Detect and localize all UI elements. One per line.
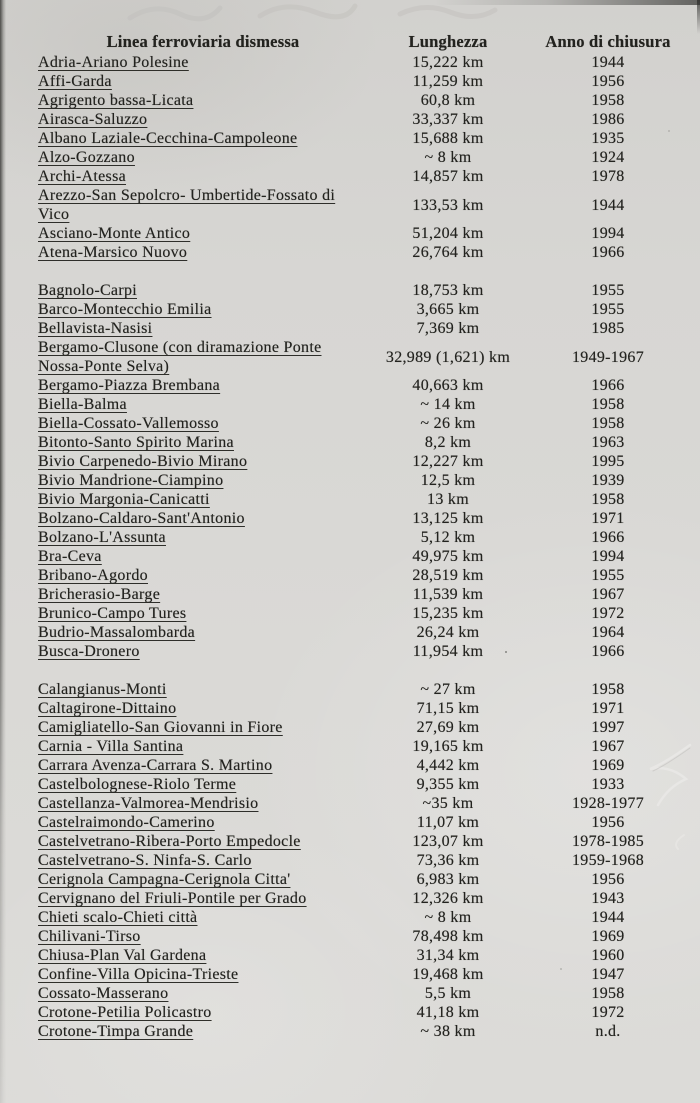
line-name: Bergamo-Piazza Brembana (38, 377, 221, 394)
line-name: Atena-Marsico Nuovo (38, 244, 188, 261)
line-name: Asciano-Monte Antico (38, 225, 191, 242)
line-year: 1964 (591, 624, 625, 641)
line-year: 1971 (591, 700, 625, 717)
line-name: Budrio-Massalombarda (38, 624, 196, 641)
line-name: Bellavista-Nasisi (38, 320, 153, 337)
table-row (38, 509, 688, 528)
line-name: Biella-Cossato-Vallemosso (38, 415, 219, 432)
line-length: ~ 8 km (424, 909, 472, 926)
table-row (38, 91, 688, 110)
line-year: 1978-1985 (571, 833, 645, 850)
table-row (38, 927, 688, 946)
line-year: 1958 (591, 681, 625, 698)
line-length: 73,36 km (416, 852, 480, 869)
line-name: Bolzano-Caldaro-Sant'Antonio (38, 510, 245, 527)
line-name: Archi-Atessa (38, 168, 127, 185)
line-name: Bergamo-Clusone (con diramazione Ponte Nossa-Ponte Selva) (38, 339, 322, 375)
line-length: 60,8 km (420, 92, 476, 109)
line-length: 33,337 km (412, 111, 484, 128)
line-year: 1947 (591, 966, 625, 983)
line-name: Biella-Balma (38, 396, 127, 413)
table-row (38, 338, 688, 376)
table-row (38, 471, 688, 490)
line-length: 6,983 km (416, 871, 480, 888)
line-year: 1949-1967 (571, 348, 645, 366)
line-name: Calangianus-Monti (38, 681, 167, 698)
line-length: 13 km (427, 491, 469, 508)
table-group (38, 680, 688, 1041)
line-length: 12,326 km (412, 890, 484, 907)
line-name: Brunico-Campo Tures (38, 605, 187, 622)
table-row (38, 224, 688, 243)
line-name: Agrigento bassa-Licata (38, 92, 194, 109)
line-year: 1944 (591, 909, 625, 926)
line-name: Bolzano-L'Assunta (38, 529, 166, 546)
table-row (38, 414, 688, 433)
table-row (38, 566, 688, 585)
line-length: 15,235 km (412, 605, 484, 622)
table-row (38, 889, 688, 908)
line-year: 1958 (591, 415, 625, 432)
line-length: 19,468 km (412, 966, 484, 983)
table-row (38, 794, 688, 813)
table-groups (38, 53, 688, 1041)
table-row (38, 300, 688, 319)
table-row (38, 148, 688, 167)
line-year: 1972 (591, 605, 625, 622)
line-name: Crotone-Timpa Grande (38, 1023, 194, 1040)
line-name: Cerignola Campagna-Cerignola Citta' (38, 871, 291, 888)
line-year: 1943 (591, 890, 625, 907)
table-row (38, 490, 688, 509)
line-name: Carnia - Villa Santina (38, 738, 184, 755)
line-name: Affi-Garda (38, 73, 112, 90)
table-row (38, 452, 688, 471)
line-year: 1955 (591, 301, 625, 318)
line-year: 1995 (591, 453, 625, 470)
line-year: 1969 (591, 928, 625, 945)
line-length: 49,975 km (412, 548, 484, 565)
table-header-row (38, 31, 688, 53)
table-row (38, 965, 688, 984)
line-name: Castelvetrano-Ribera-Porto Empedocle (38, 833, 301, 850)
line-year: 1967 (591, 586, 625, 603)
line-length: 27,69 km (416, 719, 480, 736)
line-length: 28,519 km (412, 567, 484, 584)
line-year: n.d. (595, 1023, 621, 1040)
line-length: 14,857 km (412, 168, 484, 185)
line-year: 1933 (591, 776, 625, 793)
line-year: 1924 (591, 149, 625, 166)
line-name: Castellanza-Valmorea-Mendrisio (38, 795, 259, 812)
line-name: Carrara Avenza-Carrara S. Martino (38, 757, 273, 774)
line-name: Chilivani-Tirso (38, 928, 141, 945)
line-length: 78,498 km (412, 928, 484, 945)
line-length: 11,07 km (416, 814, 480, 831)
table-row (38, 1003, 688, 1022)
table-row (38, 756, 688, 775)
line-length: ~ 38 km (420, 1023, 476, 1040)
line-year: 1969 (591, 757, 625, 774)
line-length: 12,5 km (420, 472, 476, 489)
table-row (38, 984, 688, 1003)
line-name: Bivio Mandrione-Ciampino (38, 472, 224, 489)
table-row (38, 110, 688, 129)
table-row (38, 319, 688, 338)
line-name: Alzo-Gozzano (38, 149, 135, 166)
line-length: 4,442 km (416, 757, 480, 774)
line-length: 3,665 km (416, 301, 480, 318)
line-year: 1966 (591, 643, 625, 660)
line-length: 26,764 km (412, 244, 484, 261)
table-row (38, 718, 688, 737)
table-row (38, 376, 688, 395)
line-name: Bribano-Agordo (38, 567, 148, 584)
line-length: 31,34 km (416, 947, 480, 964)
line-name: Chiusa-Plan Val Gardena (38, 947, 207, 964)
line-year: 1958 (591, 92, 625, 109)
line-name: Bivio Carpenedo-Bivio Mirano (38, 453, 248, 470)
column-header-year: Anno di chiusura (545, 32, 671, 51)
line-year: 1971 (591, 510, 625, 527)
line-year: 1944 (591, 54, 625, 71)
line-name: Castelbolognese-Riolo Terme (38, 776, 237, 793)
line-year: 1956 (591, 871, 625, 888)
line-length: 12,227 km (412, 453, 484, 470)
table-row (38, 528, 688, 547)
line-length: 19,165 km (412, 738, 484, 755)
line-length: 13,125 km (412, 510, 484, 527)
table-row (38, 813, 688, 832)
table-group (38, 53, 688, 262)
line-year: 1978 (591, 168, 625, 185)
line-length: ~ 27 km (420, 681, 476, 698)
line-name: Confine-Villa Opicina-Trieste (38, 966, 239, 983)
table-row (38, 680, 688, 699)
line-name: Castelvetrano-S. Ninfa-S. Carlo (38, 852, 252, 869)
line-name: Castelraimondo-Camerino (38, 814, 215, 831)
line-year: 1972 (591, 1004, 625, 1021)
table-row (38, 585, 688, 604)
line-year: 1939 (591, 472, 625, 489)
line-year: 1955 (591, 567, 625, 584)
table-row (38, 623, 688, 642)
table-row (38, 243, 688, 262)
table-row (38, 832, 688, 851)
line-length: 15,688 km (412, 130, 484, 147)
line-year: 1966 (591, 244, 625, 261)
line-year: 1994 (591, 225, 625, 242)
column-header-line: Linea ferroviaria dismessa (106, 32, 300, 51)
line-year: 1985 (591, 320, 625, 337)
line-length: 15,222 km (412, 54, 484, 71)
table-row (38, 395, 688, 414)
table-row (38, 737, 688, 756)
line-length: 11,954 km (412, 643, 484, 660)
line-year: 1935 (591, 130, 625, 147)
table-row (38, 186, 688, 224)
line-name: Busca-Dronero (38, 643, 140, 660)
line-length: 40,663 km (412, 377, 484, 394)
line-length: 133,53 km (412, 196, 484, 214)
table-row (38, 775, 688, 794)
line-name: Bitonto-Santo Spirito Marina (38, 434, 234, 451)
line-name: Caltagirone-Dittaino (38, 700, 177, 717)
line-year: 1956 (591, 814, 625, 831)
line-name: Bra-Ceva (38, 548, 102, 565)
table-row (38, 72, 688, 91)
line-name: Albano Laziale-Cecchina-Campoleone (38, 130, 298, 147)
line-name: Bivio Margonia-Canicatti (38, 491, 210, 508)
line-length: ~35 km (422, 795, 474, 812)
table-row (38, 167, 688, 186)
line-year: 1960 (591, 947, 625, 964)
line-year: 1966 (591, 377, 625, 394)
line-year: 1959-1968 (571, 852, 645, 869)
line-length: ~ 8 km (424, 149, 472, 166)
line-year: 1994 (591, 548, 625, 565)
line-length: 7,369 km (416, 320, 480, 337)
table-row (38, 946, 688, 965)
table-row (38, 870, 688, 889)
table-row (38, 1022, 688, 1041)
line-year: 1956 (591, 73, 625, 90)
line-year: 1958 (591, 491, 625, 508)
table-row (38, 281, 688, 300)
table-row (38, 908, 688, 927)
line-length: 11,539 km (412, 586, 484, 603)
line-length: 51,204 km (412, 225, 484, 242)
table-row (38, 547, 688, 566)
line-length: 123,07 km (412, 833, 484, 850)
line-year: 1928-1977 (571, 795, 645, 812)
line-year: 1958 (591, 396, 625, 413)
line-length: ~ 14 km (420, 396, 476, 413)
line-year: 1958 (591, 985, 625, 1002)
line-name: Bagnolo-Carpi (38, 282, 137, 299)
line-year: 1944 (591, 196, 625, 214)
line-name: Adria-Ariano Polesine (38, 54, 189, 71)
line-length: ~ 26 km (420, 415, 476, 432)
line-name: Crotone-Petilia Policastro (38, 1004, 212, 1021)
line-year: 1997 (591, 719, 625, 736)
line-year: 1967 (591, 738, 625, 755)
table-row (38, 433, 688, 452)
table-row (38, 851, 688, 870)
line-year: 1955 (591, 282, 625, 299)
line-name: Cervignano del Friuli-Pontile per Grado (38, 890, 307, 907)
line-name: Camigliatello-San Giovanni in Fiore (38, 719, 283, 736)
line-length: 5,5 km (424, 985, 472, 1002)
line-name: Bricherasio-Barge (38, 586, 161, 603)
table-row (38, 53, 688, 72)
table-group (38, 281, 688, 661)
line-year: 1966 (591, 529, 625, 546)
line-name: Airasca-Saluzzo (38, 111, 148, 128)
line-name: Cossato-Masserano (38, 985, 169, 1002)
line-name: Arezzo-San Sepolcro- Umbertide-Fossato di Vico (38, 187, 336, 223)
table-row (38, 642, 688, 661)
line-length: 18,753 km (412, 282, 484, 299)
table-row (38, 699, 688, 718)
line-length: 11,259 km (412, 73, 484, 90)
line-length: 26,24 km (416, 624, 480, 641)
line-year: 1963 (591, 434, 625, 451)
column-header-length: Lunghezza (408, 32, 488, 51)
line-length: 71,15 km (416, 700, 480, 717)
line-length: 32,989 (1,621) km (385, 348, 511, 366)
line-name: Barco-Montecchio Emilia (38, 301, 212, 318)
line-name: Chieti scalo-Chieti città (38, 909, 198, 926)
line-year: 1986 (591, 111, 625, 128)
line-length: 41,18 km (416, 1004, 480, 1021)
line-length: 9,355 km (416, 776, 480, 793)
line-length: 5,12 km (420, 529, 476, 546)
table-row (38, 604, 688, 623)
line-length: 8,2 km (424, 434, 472, 451)
table-row (38, 129, 688, 148)
